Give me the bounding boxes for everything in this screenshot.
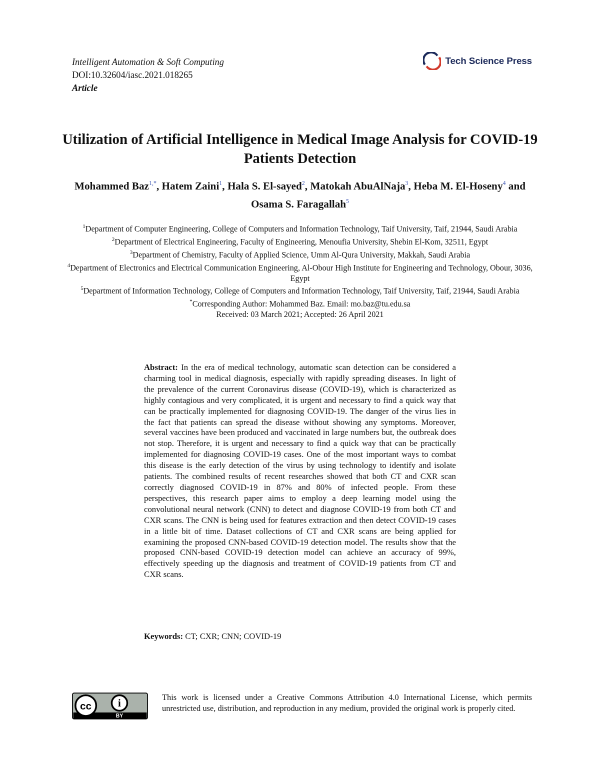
author-separator: , — [408, 181, 414, 193]
publisher-logo — [423, 52, 532, 70]
author-affiliation-marker[interactable]: 2 — [301, 181, 305, 187]
author-separator: , — [156, 181, 162, 193]
affiliation: $^4$Department of Electronics and Electrical Communication Engineering, Al-Obour High Institute for Engineering and Technology, Obour, 3036, Egypt — [67, 262, 533, 283]
affiliations — [66, 222, 534, 321]
paper-title — [60, 131, 540, 169]
abstract-label: Abstract: — [144, 363, 178, 372]
author-name: Mohammed Baz — [74, 181, 149, 193]
svg-text:i: i — [118, 698, 121, 710]
author-name: Osama S. Faragallah — [250, 199, 347, 211]
article-type: Article — [72, 83, 98, 93]
affiliation: $^3$Department of Chemistry, Faculty of Applied Science, Umm Al-Qura University, Makkah, Saudi Arabia — [129, 249, 471, 260]
journal-header — [72, 56, 224, 95]
svg-text:BY: BY — [115, 713, 124, 720]
author-separator: and — [505, 181, 526, 193]
keywords — [144, 632, 281, 641]
license-block — [72, 692, 532, 720]
title-line: Utilization of Artificial Intelligence in Medical Image Analysis for COVID-19 — [62, 132, 538, 148]
author-list — [60, 177, 540, 212]
doi[interactable]: DOI:10.32604/iasc.2021.018265 — [72, 70, 193, 80]
author-name: Heba M. El-Hoseny — [413, 181, 503, 193]
author-affiliation-marker[interactable]: 4 — [502, 181, 506, 187]
abstract — [144, 363, 456, 581]
publisher-name: Tech Science Press — [445, 55, 532, 67]
svg-text:cc: cc — [80, 701, 92, 713]
keywords-text: CT; CXR; CNN; COVID-19 — [185, 632, 282, 641]
keywords-label: Keywords: — [144, 632, 184, 641]
dates: Received: 03 March 2021; Accepted: 26 April 2021 — [216, 310, 384, 320]
author-affiliation-marker[interactable]: 5 — [346, 198, 350, 205]
author-name: Hala S. El-sayed — [227, 181, 302, 193]
author-separator: , — [304, 181, 311, 193]
cc-by-license-icon[interactable] — [72, 692, 148, 720]
license-text: This work is licensed under a Creative Commons Attribution 4.0 International License, which permits unrestricted use, distribution, and reproduction in any medium, provided the original work is properly cited. — [162, 693, 532, 713]
journal-name: Intelligent Automation & Soft Computing — [72, 57, 224, 67]
author-affiliation-marker[interactable]: 1,* — [148, 181, 157, 187]
author-name: Matokah AbuAlNaja — [310, 181, 406, 193]
affiliation: $^5$Department of Information Technology, College of Computers and Information Technology, Taif University, Taif, 21944, Saudi Arabia — [80, 286, 520, 296]
author-affiliation-marker[interactable]: 3 — [405, 181, 409, 187]
publisher-logo-icon — [423, 52, 441, 70]
abstract-text: In the era of medical technology, automatic scan detection can be considered a charming tool in medical diagnosis, especially with rapidly spreading diseases. In light of the prevalence of the current Coronavirus disease (COVID-19), which is characterized as highly contagious and very complicated, it is urgent and necessary to find a quick way that can be practically implemented for diagnosing COVID-19. The danger of the virus lies in the fact that patients can spread the disease without showing any symptoms. Moreover, several vaccines have been produced and vaccinated in large numbers but, the outbreak does not stop. Therefore, it is urgent and necessary to find a quick way that can be practically implemented for diagnosing COVID-19 cases. One of the most important ways to combat this disease is the early detection of the virus by using technology to identify and isolate patients. The combined results of recent researches showed that both CT and CXR scan correctly diagnosed COVID-19 in 87% and 80% of infected people. From these perspectives, this research paper aims to employ a deep learning model using the convolutional neural network (CNN) to detect and diagnose COVID-19 from both CT and CXR scans. The CNN is being used for features extraction and then detect COVID-19 cases in a little bit of time. Dataset collections of CT and CXR scans are being applied for examining the proposed CNN-based COVID-19 detection model. The results show that the proposed CNN-based COVID-19 detection model can achieve an accuracy of 99%, effectively speeding up the diagnosis and treatment of COVID-19 patients from CT and CXR scans. — [144, 363, 457, 580]
title-line: Patients Detection — [243, 151, 357, 167]
corresponding-author: *Corresponding Author: Mohammed Baz. Email: mo.baz@tu.edu.sa — [189, 299, 411, 309]
author-affiliation-marker[interactable]: 1 — [219, 181, 223, 187]
author-separator: , — [222, 181, 228, 193]
affiliation: $^1$Department of Computer Engineering, College of Computers and Information Technology, Taif University, Taif, 21944, Saudi Arabia — [82, 224, 518, 234]
author-name: Hatem Zaini — [161, 181, 220, 193]
affiliation: $^2$Department of Electrical Engineering, Faculty of Engineering, Menoufia University, Shebin El-Kom, 32511, Egypt — [111, 236, 489, 247]
